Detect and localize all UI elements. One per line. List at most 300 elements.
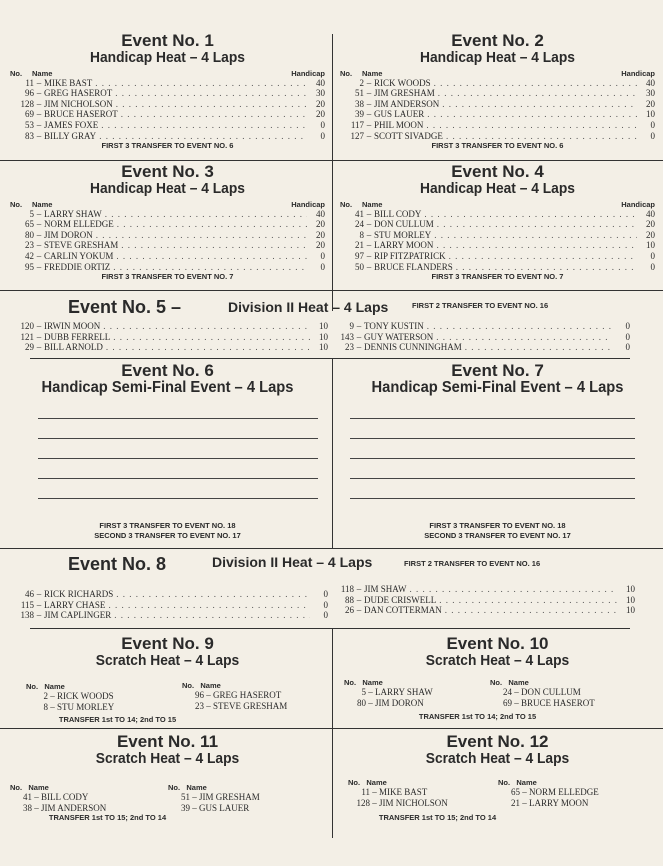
car-number: 2: [359, 77, 364, 88]
handicap-value: 40: [646, 77, 655, 88]
car-number: 46: [25, 589, 34, 599]
event-subtitle: Scratch Heat – 4 Laps: [425, 749, 570, 767]
handicap-value: 20: [316, 229, 325, 240]
entry-row: [10, 262, 325, 273]
handicap-value: 10: [646, 240, 655, 251]
driver-name: JIM NICHOLSON: [379, 797, 448, 808]
dot-leader: [110, 262, 307, 273]
dot-leader: [421, 209, 637, 220]
driver-name: DON CULLUM: [521, 687, 581, 697]
column-header: [490, 678, 595, 687]
car-number: 39: [181, 802, 190, 813]
entry-row: [330, 605, 635, 616]
dash-separator: –: [370, 787, 379, 797]
dot-leader: [431, 230, 637, 241]
car-number: 2: [43, 691, 48, 701]
driver-name: GUS LAUER: [199, 802, 250, 813]
event-subtitle: Division II Heat – 4 Laps: [212, 554, 373, 570]
dot-leader: [118, 240, 307, 251]
result-line: [38, 478, 318, 479]
no-header: No.: [26, 682, 39, 691]
no-header: No.: [168, 783, 181, 792]
entry-row: [10, 78, 325, 89]
handicap-value: 10: [319, 331, 328, 342]
entry-row: [10, 610, 328, 621]
event-subtitle: Handicap Semi-Final Event – 4 Laps: [41, 378, 294, 396]
dot-leader: [442, 605, 617, 616]
car-number: 21: [511, 797, 520, 808]
column-header: [182, 681, 287, 690]
driver-name: JAMES FOXE: [44, 119, 99, 130]
dash-separator: –: [36, 109, 42, 120]
handicap-header: Handicap: [291, 68, 325, 78]
car-number: 95: [25, 261, 34, 272]
transfer-note-2: SECOND 3 TRANSFER TO EVENT NO. 17: [424, 531, 571, 540]
event-8: [0, 553, 663, 628]
car-number: 41: [23, 792, 32, 802]
dash-separator: –: [356, 605, 362, 616]
dash-separator: –: [36, 130, 42, 141]
driver-name: BILL CODY: [41, 792, 89, 802]
result-line: [350, 498, 635, 499]
entry-row: [10, 120, 325, 131]
car-number: 53: [25, 119, 34, 130]
dot-leader: [434, 219, 637, 230]
no-header: No.: [344, 678, 357, 687]
entry-row: [10, 88, 325, 99]
dot-leader: [431, 78, 637, 89]
event-title: Event No. 3: [121, 162, 214, 181]
entry-row: [340, 209, 655, 220]
event-title: Event No. 6: [121, 361, 214, 380]
driver-name: RICK WOODS: [374, 77, 431, 88]
driver-name: LARRY SHAW: [44, 208, 102, 219]
dash-separator: –: [36, 599, 42, 610]
entry-row: [490, 698, 595, 709]
car-number: 88: [345, 594, 354, 605]
driver-name: LARRY MOON: [374, 240, 434, 251]
no-header: No.: [340, 199, 353, 209]
dot-leader: [112, 88, 307, 99]
event-12: [340, 733, 655, 833]
result-line: [350, 478, 635, 479]
entry-row: [26, 691, 114, 702]
handicap-value: 20: [316, 109, 325, 120]
car-number: 9: [349, 321, 354, 331]
center-divider-mid: [332, 358, 333, 548]
driver-name: IRWIN MOON: [44, 321, 101, 331]
transfer-note: FIRST 3 TRANSFER TO EVENT NO. 6: [101, 141, 234, 151]
driver-name: BRUCE HASEROT: [44, 109, 118, 120]
dash-separator: –: [36, 119, 42, 130]
dash-separator: –: [356, 321, 362, 331]
handicap-value: 10: [626, 605, 635, 616]
entry-row: [330, 584, 635, 595]
dash-separator: –: [366, 219, 372, 230]
event-11: [10, 733, 325, 833]
driver-name: JIM DORON: [375, 697, 424, 708]
handicap-value: 0: [323, 610, 328, 621]
event-title: Event No. 10: [446, 634, 549, 653]
car-number: 50: [355, 261, 364, 272]
name-header: Name: [44, 682, 65, 691]
column-header: [168, 783, 260, 792]
car-number: 42: [25, 250, 34, 261]
car-number: 121: [20, 331, 34, 342]
car-number: 115: [20, 599, 34, 610]
driver-name: GREG HASEROT: [213, 690, 282, 700]
driver-name: BILLY GRAY: [44, 130, 97, 141]
entry-row: [348, 798, 448, 809]
dash-separator: –: [366, 98, 372, 109]
car-number: 24: [355, 219, 364, 230]
car-number: 51: [355, 88, 364, 99]
center-divider-bottom: [332, 628, 333, 838]
entries-col-a: [348, 778, 448, 808]
driver-name: STEVE GRESHAM: [213, 700, 288, 711]
entries-col-a: [10, 783, 106, 813]
entry-list: [10, 792, 106, 813]
handicap-value: 10: [319, 342, 328, 353]
dot-leader: [103, 342, 310, 353]
car-number: 69: [503, 697, 512, 708]
driver-name: TONY KUSTIN: [364, 321, 424, 331]
handicap-header: Handicap: [291, 199, 325, 209]
handicap-value: 20: [646, 98, 655, 109]
driver-name: FREDDIE ORTIZ: [44, 261, 111, 272]
dot-leader: [96, 131, 307, 142]
event-3: [10, 163, 325, 282]
car-number: 69: [25, 109, 34, 120]
handicap-value: 0: [323, 589, 328, 599]
driver-name: MIKE BAST: [44, 77, 93, 88]
dot-leader: [93, 230, 307, 241]
car-number: 51: [181, 792, 190, 802]
entries-col-a: [344, 678, 433, 708]
dash-separator: –: [512, 687, 521, 697]
dash-separator: –: [36, 342, 42, 353]
event-title: Event No. 7: [451, 361, 544, 380]
entry-row: [344, 687, 433, 698]
dash-separator: –: [356, 584, 362, 594]
driver-name: BRUCE HASEROT: [521, 697, 595, 708]
dash-separator: –: [190, 792, 199, 802]
dash-separator: –: [520, 787, 529, 797]
dot-leader: [100, 321, 310, 332]
dot-leader: [105, 600, 310, 611]
entry-row: [340, 131, 655, 142]
entry-list: [26, 691, 114, 712]
dot-leader: [433, 332, 612, 343]
car-number: 29: [25, 342, 34, 353]
event-subtitle: Handicap Heat – 4 Laps: [420, 179, 575, 197]
transfer-note: TRANSFER 1st TO 14; 2nd TO 15: [58, 715, 177, 724]
car-number: 41: [355, 208, 364, 219]
driver-name: GUY WATERSON: [364, 331, 434, 342]
entries-col-b: [490, 678, 595, 708]
car-number: 128: [356, 797, 370, 808]
dash-separator: –: [36, 610, 42, 621]
car-number: 80: [357, 697, 366, 708]
event-9: [10, 635, 325, 727]
entry-row: [168, 792, 260, 803]
result-line: [38, 498, 318, 499]
event-title: Event No. 9: [121, 634, 214, 653]
entry-row: [10, 600, 328, 611]
handicap-value: 0: [323, 599, 328, 610]
dash-separator: –: [204, 700, 213, 711]
dot-leader: [113, 589, 310, 600]
name-header: Name: [32, 199, 53, 209]
dash-separator: –: [366, 229, 372, 240]
handicap-header: Handicap: [621, 199, 655, 209]
dot-leader: [102, 209, 307, 220]
result-line: [38, 438, 318, 439]
result-line: [38, 458, 318, 459]
name-header: Name: [200, 681, 221, 690]
dot-leader: [118, 109, 307, 120]
event-title: Event No. 12: [446, 732, 549, 751]
entry-list: [10, 209, 325, 273]
result-line: [350, 438, 635, 439]
entry-list-left: [10, 589, 328, 621]
name-header: Name: [362, 68, 383, 78]
dash-separator: –: [204, 690, 213, 700]
driver-name: BRUCE FLANDERS: [374, 261, 453, 272]
entry-row: [10, 251, 325, 262]
dot-leader: [433, 240, 637, 251]
car-number: 80: [25, 229, 34, 240]
entry-list: [168, 792, 260, 813]
driver-name: RICK RICHARDS: [44, 589, 114, 599]
dash-separator: –: [366, 119, 372, 130]
dash-separator: –: [36, 88, 42, 99]
handicap-value: 20: [646, 229, 655, 240]
dot-leader: [446, 251, 637, 262]
handicap-value: 0: [650, 261, 655, 272]
car-number: 8: [43, 701, 48, 712]
car-number: 120: [20, 321, 34, 331]
entry-list: [10, 78, 325, 142]
dot-leader: [113, 99, 307, 110]
driver-name: JIM CAPLINGER: [44, 610, 112, 621]
event-title: Event No. 2: [451, 31, 544, 50]
dash-separator: –: [366, 250, 372, 261]
handicap-value: 0: [320, 250, 325, 261]
event-subtitle: Division II Heat – 4 Laps: [228, 299, 389, 315]
entry-row: [330, 595, 635, 606]
car-number: 11: [25, 77, 34, 88]
entry-row: [10, 219, 325, 230]
driver-name: JIM ANDERSON: [41, 802, 107, 813]
dash-separator: –: [190, 802, 199, 813]
driver-name: NORM ELLEDGE: [44, 219, 114, 230]
transfer-note: TRANSFER 1st TO 14; 2nd TO 15: [418, 712, 537, 721]
center-divider-top: [332, 34, 333, 311]
handicap-value: 40: [646, 208, 655, 219]
entry-row: [498, 798, 599, 809]
entries-col-b: [182, 681, 287, 711]
driver-name: JIM GRESHAM: [199, 792, 260, 802]
transfer-note: FIRST 2 TRANSFER TO EVENT NO. 16: [412, 301, 549, 310]
car-number: 128: [20, 98, 34, 109]
entry-list: [344, 687, 433, 708]
event-title: Event No. 5 –: [68, 297, 182, 317]
dot-leader: [424, 321, 612, 332]
entry-list: [340, 209, 655, 273]
dash-separator: –: [366, 240, 372, 251]
driver-name: DON CULLUM: [374, 219, 434, 230]
column-header: [26, 682, 114, 691]
entry-list: [498, 787, 599, 808]
name-header: Name: [508, 678, 529, 687]
dot-leader: [110, 332, 310, 343]
driver-name: GUS LAUER: [374, 109, 425, 120]
handicap-value: 0: [320, 261, 325, 272]
column-header: [340, 69, 655, 78]
dot-leader: [114, 219, 307, 230]
event-4: [340, 163, 655, 282]
car-number: 38: [355, 98, 364, 109]
car-number: 138: [20, 610, 34, 621]
driver-name: MIKE BAST: [379, 787, 428, 797]
driver-name: STU MORLEY: [57, 701, 115, 712]
driver-name: LARRY CHASE: [44, 599, 106, 610]
car-number: 65: [25, 219, 34, 230]
car-number: 38: [23, 802, 32, 813]
event-subtitle: Handicap Heat – 4 Laps: [90, 179, 245, 197]
entry-row: [330, 332, 630, 343]
dot-leader: [436, 595, 617, 606]
entry-row: [340, 109, 655, 120]
car-number: 5: [29, 208, 34, 219]
event-title: Event No. 1: [121, 31, 214, 50]
driver-name: JIM GRESHAM: [374, 88, 435, 99]
entry-row: [340, 88, 655, 99]
driver-name: STEVE GRESHAM: [44, 240, 119, 251]
event-subtitle: Scratch Heat – 4 Laps: [95, 749, 240, 767]
dash-separator: –: [512, 697, 521, 708]
column-header: [498, 778, 599, 787]
dot-leader: [111, 610, 310, 621]
car-number: 8: [359, 229, 364, 240]
divider-e8-e9: [30, 628, 630, 629]
transfer-note: TRANSFER 1st TO 15; 2nd TO 14: [48, 813, 167, 822]
handicap-value: 10: [319, 321, 328, 331]
event-subtitle: Handicap Heat – 4 Laps: [90, 48, 245, 66]
event-title: Event No. 8: [68, 554, 167, 574]
handicap-value: 10: [646, 109, 655, 120]
entries-col-b: [168, 783, 260, 813]
driver-name: DAN COTTERMAN: [364, 605, 442, 616]
no-header: No.: [10, 199, 23, 209]
transfer-note: FIRST 2 TRANSFER TO EVENT NO. 16: [404, 559, 541, 568]
dot-leader: [407, 584, 617, 595]
dash-separator: –: [366, 261, 372, 272]
entry-row: [10, 240, 325, 251]
name-header: Name: [186, 783, 207, 792]
car-number: 23: [195, 700, 204, 711]
car-number: 39: [355, 109, 364, 120]
entry-row: [182, 690, 287, 701]
dot-leader: [435, 88, 637, 99]
dash-separator: –: [36, 331, 42, 342]
dot-leader: [443, 131, 637, 142]
dash-separator: –: [366, 77, 372, 88]
car-number: 5: [361, 687, 366, 697]
dash-separator: –: [366, 697, 375, 708]
handicap-value: 40: [316, 77, 325, 88]
column-header: [10, 200, 325, 209]
no-header: No.: [182, 681, 195, 690]
entry-list: [340, 78, 655, 142]
dash-separator: –: [356, 594, 362, 605]
handicap-value: 20: [316, 240, 325, 251]
dash-separator: –: [32, 792, 41, 802]
transfer-note: FIRST 3 TRANSFER TO EVENT NO. 6: [431, 141, 564, 151]
handicap-value: 0: [650, 250, 655, 261]
entry-row: [490, 687, 595, 698]
driver-name: JIM SHAW: [364, 584, 407, 594]
driver-name: CARLIN YOKUM: [44, 250, 114, 261]
handicap-value: 0: [320, 130, 325, 141]
car-number: 127: [350, 130, 364, 141]
name-header: Name: [362, 199, 383, 209]
car-number: 97: [355, 250, 364, 261]
divider-e3-e5: [0, 290, 663, 291]
event-title: Event No. 11: [116, 732, 219, 751]
dash-separator: –: [48, 691, 57, 701]
entry-row: [10, 131, 325, 142]
no-header: No.: [340, 68, 353, 78]
car-number: 143: [340, 331, 354, 342]
driver-name: LARRY MOON: [529, 797, 589, 808]
event-6: [10, 362, 325, 548]
car-number: 118: [340, 584, 354, 594]
driver-name: DENNIS CUNNINGHAM: [364, 342, 462, 353]
driver-name: LARRY SHAW: [375, 687, 433, 697]
entry-list-left: [10, 321, 328, 353]
entries-col-b: [498, 778, 599, 808]
entry-row: [340, 230, 655, 241]
dash-separator: –: [36, 240, 42, 251]
car-number: 117: [350, 119, 364, 130]
handicap-value: 0: [320, 119, 325, 130]
car-number: 96: [195, 690, 204, 700]
driver-name: RICK WOODS: [57, 691, 114, 701]
dash-separator: –: [520, 797, 529, 808]
event-subtitle: Handicap Semi-Final Event – 4 Laps: [371, 378, 624, 396]
entry-row: [340, 251, 655, 262]
entry-row: [340, 240, 655, 251]
entry-row: [330, 321, 630, 332]
entry-row: [348, 787, 448, 798]
transfer-note-1: FIRST 3 TRANSFER TO EVENT NO. 18: [99, 521, 236, 530]
column-header: [340, 200, 655, 209]
entry-row: [26, 702, 114, 713]
driver-name: STU MORLEY: [374, 229, 432, 240]
dot-leader: [423, 120, 637, 131]
dot-leader: [113, 251, 307, 262]
handicap-value: 0: [650, 130, 655, 141]
event-subtitle: Handicap Heat – 4 Laps: [420, 48, 575, 66]
driver-name: BILL ARNOLD: [44, 342, 103, 353]
entry-row: [10, 803, 106, 814]
driver-name: GREG HASEROT: [44, 88, 113, 99]
driver-name: DUDE CRISWELL: [364, 594, 437, 605]
handicap-header: Handicap: [621, 68, 655, 78]
dash-separator: –: [36, 77, 42, 88]
